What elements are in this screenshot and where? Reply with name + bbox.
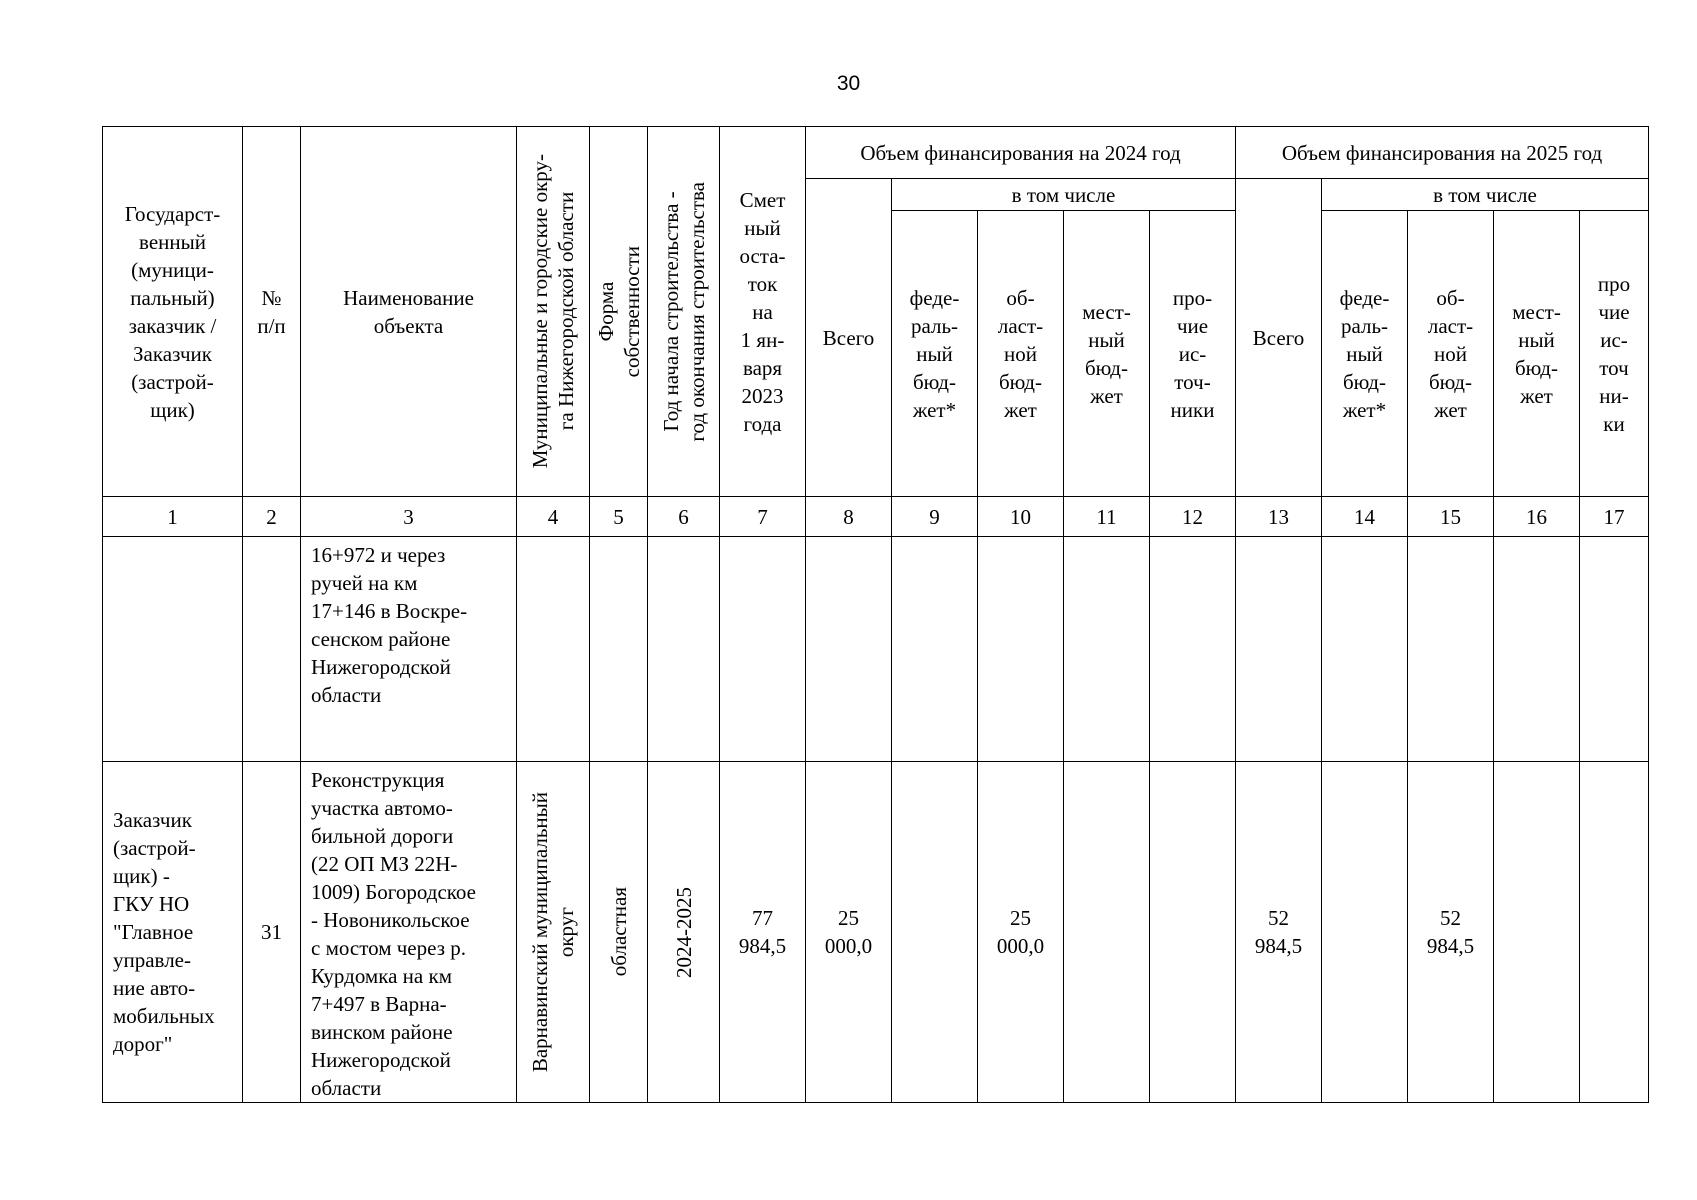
row-regional-2024: 25 000,0 — [978, 762, 1064, 1103]
header-funding-2025: Объем финансирования на 2025 год — [1236, 127, 1649, 179]
row-federal-2024 — [892, 762, 978, 1103]
header-federal-2025: феде- раль- ный бюд- жет* — [1322, 211, 1408, 497]
column-number: 17 — [1580, 497, 1649, 537]
row-object-name: 16+972 и через ручей на км 17+146 в Воскре- сенском районе Нижегородской области — [301, 537, 517, 762]
header-including-2025: в том числе — [1322, 179, 1649, 211]
row-estimate — [720, 537, 806, 762]
column-number: 12 — [1150, 497, 1236, 537]
column-number-row — [103, 497, 1649, 537]
row-num: 31 — [243, 762, 301, 1103]
column-number: 6 — [648, 497, 720, 537]
column-number: 14 — [1322, 497, 1408, 537]
row-customer — [103, 537, 243, 762]
header-regional-2025: об- ласт- ной бюд- жет — [1408, 211, 1494, 497]
row-years: 2024-2025 — [648, 762, 720, 1103]
header-funding-2024: Объем финансирования на 2024 год — [806, 127, 1236, 179]
column-number: 16 — [1494, 497, 1580, 537]
header-including-2024: в том числе — [892, 179, 1236, 211]
row-federal-2025 — [1322, 537, 1408, 762]
column-number: 1 — [103, 497, 243, 537]
header-other-2024: про- чие ис- точ- ники — [1150, 211, 1236, 497]
row-municipality: Варнавинский муниципальный округ — [517, 762, 590, 1103]
row-regional-2024 — [978, 537, 1064, 762]
page-number: 30 — [836, 72, 861, 95]
row-customer: Заказчик (застрой- щик) - ГКУ НО "Главное управле- ние авто- мобильных дорог" — [103, 762, 243, 1103]
header-local-2024: мест- ный бюд- жет — [1064, 211, 1150, 497]
row-num — [243, 537, 301, 762]
header-federal-2024: феде- раль- ный бюд- жет* — [892, 211, 978, 497]
column-number: 8 — [806, 497, 892, 537]
header-num: № п/п — [243, 127, 301, 497]
row-regional-2025 — [1408, 537, 1494, 762]
column-number: 7 — [720, 497, 806, 537]
column-number: 10 — [978, 497, 1064, 537]
header-years: Год начала строительства - год окончания строительства — [648, 127, 720, 497]
header-local-2025: мест- ный бюд- жет — [1494, 211, 1580, 497]
column-number: 9 — [892, 497, 978, 537]
row-ownership — [590, 537, 648, 762]
funding-table — [102, 126, 1649, 1103]
table-row — [103, 762, 1649, 1103]
row-federal-2024 — [892, 537, 978, 762]
header-estimate: Смет ный оста- ток на 1 ян- варя 2023 года — [720, 127, 806, 497]
table-row — [103, 537, 1649, 762]
column-number: 15 — [1408, 497, 1494, 537]
row-municipality — [517, 537, 590, 762]
row-other-2024 — [1150, 762, 1236, 1103]
row-total-2025: 52 984,5 — [1236, 762, 1322, 1103]
row-total-2025 — [1236, 537, 1322, 762]
row-object-name: Реконструкция участка автомо- бильной дороги (22 ОП МЗ 22Н- 1009) Богородское - Новоникольское с мостом через р. Курдомка на км 7+497 в Варна- винском районе Нижегородской области — [301, 762, 517, 1103]
row-local-2025 — [1494, 762, 1580, 1103]
header-object-name: Наименование объекта — [301, 127, 517, 497]
row-regional-2025: 52 984,5 — [1408, 762, 1494, 1103]
row-estimate: 77 984,5 — [720, 762, 806, 1103]
column-number: 3 — [301, 497, 517, 537]
row-local-2024 — [1064, 537, 1150, 762]
row-other-2025 — [1580, 537, 1649, 762]
header-customer: Государст- венный (муници- пальный) заказчик / Заказчик (застрой- щик) — [103, 127, 243, 497]
header-ownership: Форма собственности — [590, 127, 648, 497]
row-local-2025 — [1494, 537, 1580, 762]
row-total-2024: 25 000,0 — [806, 762, 892, 1103]
row-local-2024 — [1064, 762, 1150, 1103]
column-number: 4 — [517, 497, 590, 537]
row-other-2024 — [1150, 537, 1236, 762]
row-years — [648, 537, 720, 762]
header-municipality: Муниципальные и городские окру- га Нижегородской области — [517, 127, 590, 497]
row-ownership: областная — [590, 762, 648, 1103]
column-number: 11 — [1064, 497, 1150, 537]
column-number: 5 — [590, 497, 648, 537]
row-other-2025 — [1580, 762, 1649, 1103]
header-total-2024: Всего — [806, 179, 892, 497]
header-other-2025: про чие ис- точ ни- ки — [1580, 211, 1649, 497]
row-total-2024 — [806, 537, 892, 762]
column-number: 13 — [1236, 497, 1322, 537]
header-regional-2024: об- ласт- ной бюд- жет — [978, 211, 1064, 497]
column-number: 2 — [243, 497, 301, 537]
row-federal-2025 — [1322, 762, 1408, 1103]
header-total-2025: Всего — [1236, 179, 1322, 497]
